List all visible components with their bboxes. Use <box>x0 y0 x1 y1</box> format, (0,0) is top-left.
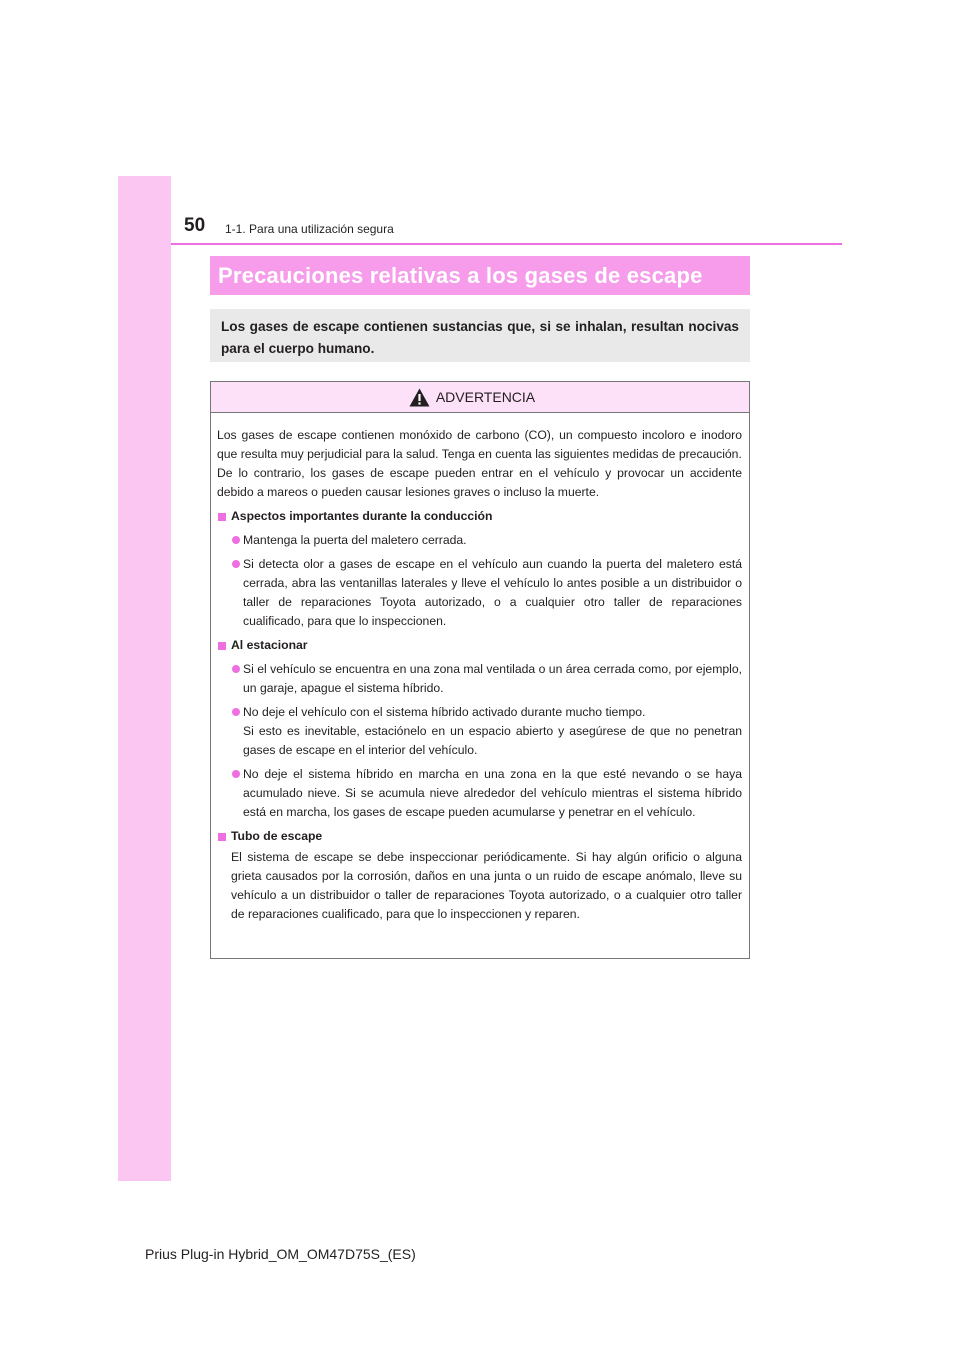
square-bullet-icon <box>218 833 226 841</box>
header-rule <box>171 243 842 245</box>
warning-intro-paragraph: Los gases de escape contienen monóxido de carbono (CO), un compuesto incoloro e inodoro que resulta muy perjudicial para la salud. Tenga en cuenta las siguientes medidas de precaución. <box>217 428 742 461</box>
warning-body <box>211 413 749 924</box>
section-heading: Aspectos importantes durante la conducción <box>217 507 742 526</box>
intro-box: Los gases de escape contienen sustancias que, si se inhalan, resultan nocivas para el cuerpo humano. <box>210 309 750 362</box>
warning-header <box>211 382 749 413</box>
circle-bullet-icon <box>232 770 240 778</box>
section-text: El sistema de escape se debe inspeccionar periódicamente. Si hay algún orificio o alguna grieta causados por la corrosión, daños en una junta o un ruido de escape anómalo, lleve su vehículo a un distribuidor o taller de reparaciones Toyota autorizado, o a cualquier otro taller de reparaciones cualificado, para que lo inspeccionen y reparen. <box>231 850 742 921</box>
list-item: No deje el vehículo con el sistema híbrido activado durante mucho tiempo. Si esto es inevitable, estaciónelo en un espacio abierto y asegúrese de que no penetran gases de escape en el interior del vehículo. <box>217 703 742 760</box>
section-heading: Al estacionar <box>217 636 742 655</box>
page-number: 50 <box>184 215 206 236</box>
circle-bullet-icon <box>232 708 240 716</box>
circle-bullet-icon <box>232 665 240 673</box>
square-bullet-icon <box>218 513 226 521</box>
warning-triangle-icon <box>409 388 430 407</box>
footer-manual-id: Prius Plug-in Hybrid_OM_OM47D75S_(ES) <box>145 1246 416 1262</box>
section-heading: Tubo de escape <box>217 827 742 846</box>
list-item: Si detecta olor a gases de escape en el vehículo aun cuando la puerta del maletero está cerrada, abra las ventanillas laterales y lleve el vehículo lo antes posible a un distribuidor o taller de reparaciones Toyota autorizado, o a cualquier otro taller de reparaciones cualificado, para que lo inspeccionen. <box>217 555 742 631</box>
warning-intro-paragraph: De lo contrario, los gases de escape pueden entrar en el vehículo y provocar un accidente debido a mareos o pueden causar lesiones graves o incluso la muerte. <box>217 466 742 499</box>
list-item: No deje el sistema híbrido en marcha en una zona en la que esté nevando o se haya acumulado nieve. Si se acumula nieve alrededor del vehículo mientras el sistema híbrido está en marcha, los gases de escape pueden acumularse y penetrar en el vehículo. <box>217 765 742 822</box>
circle-bullet-icon <box>232 536 240 544</box>
list-item: Si el vehículo se encuentra en una zona mal ventilada o un área cerrada como, por ejemplo, un garaje, apague el sistema híbrido. <box>217 660 742 698</box>
warning-title: ADVERTENCIA <box>435 389 536 405</box>
side-strip <box>118 176 171 1181</box>
warning-box <box>210 381 750 959</box>
section-label: 1-1. Para una utilización segura <box>225 222 394 236</box>
list-item: Mantenga la puerta del maletero cerrada. <box>217 531 742 550</box>
page-title: Precauciones relativas a los gases de escape <box>210 256 750 295</box>
square-bullet-icon <box>218 642 226 650</box>
circle-bullet-icon <box>232 560 240 568</box>
